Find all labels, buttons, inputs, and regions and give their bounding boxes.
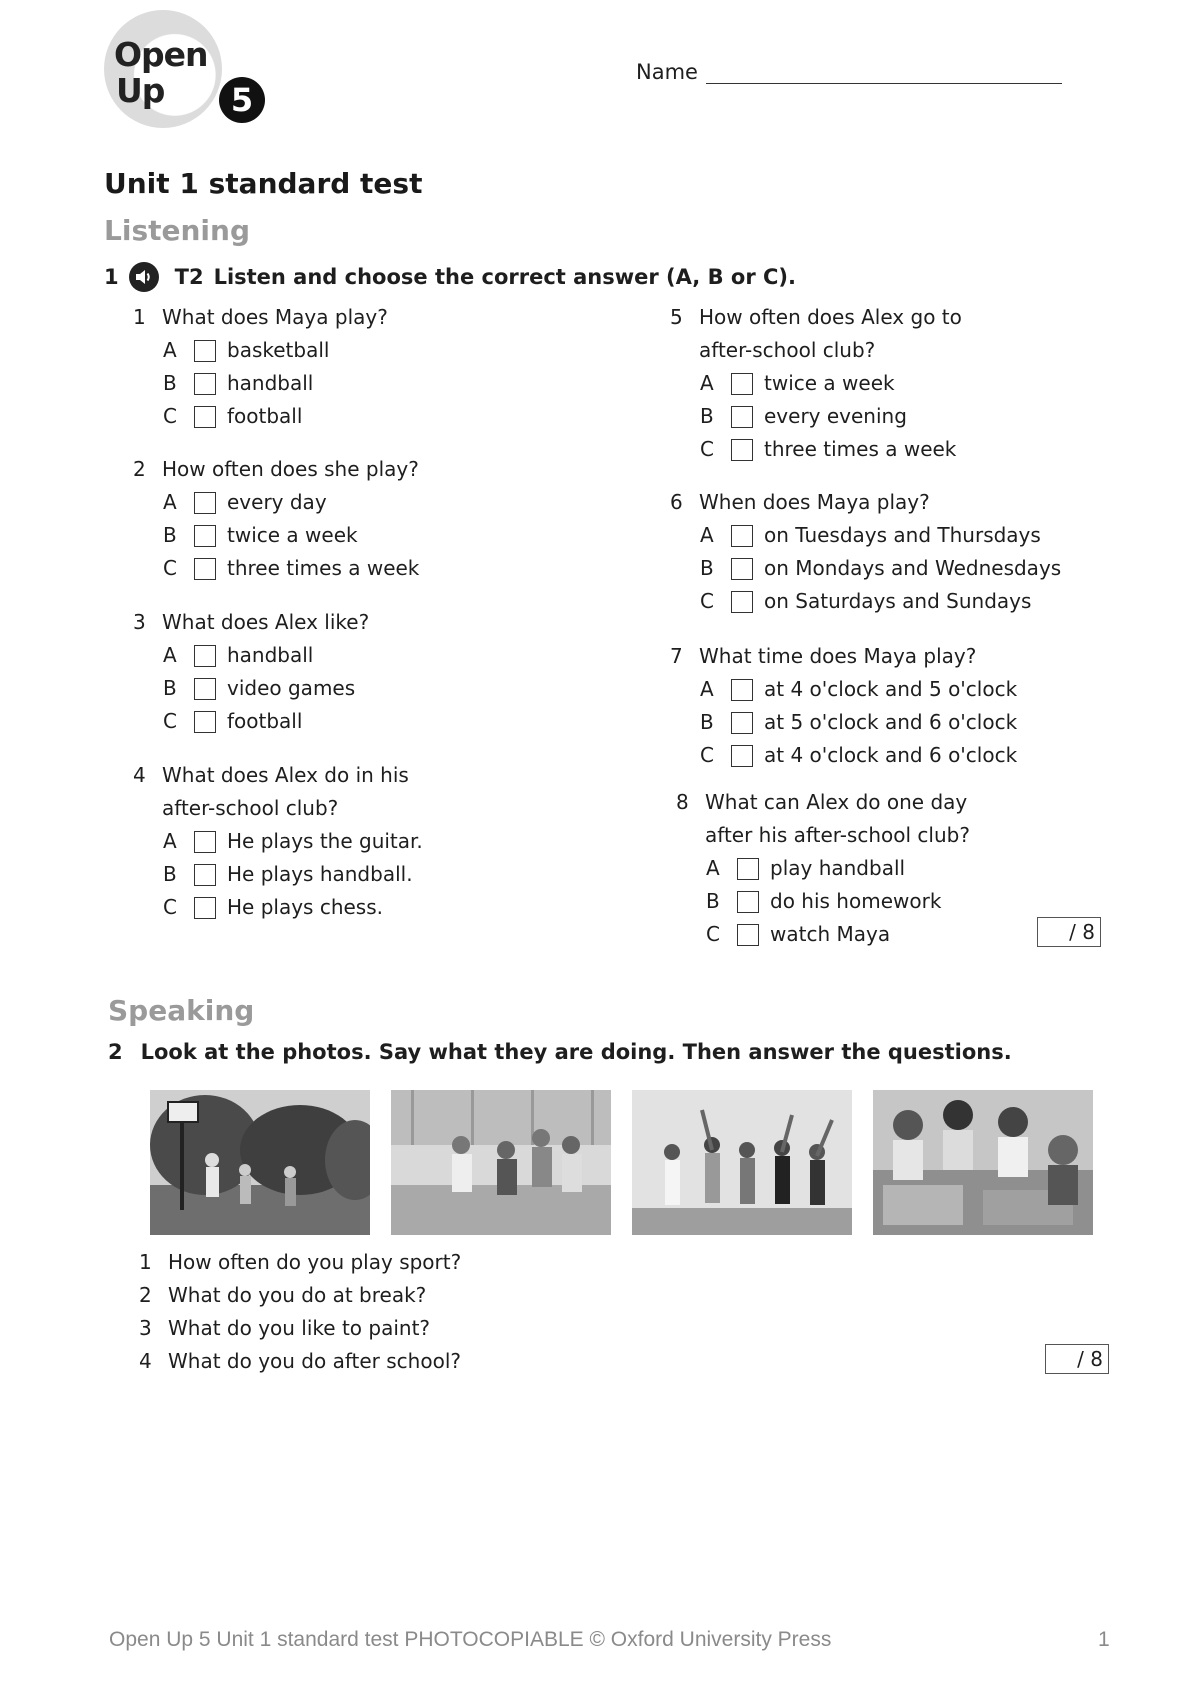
option-text: football — [227, 404, 303, 428]
photo-basketball — [150, 1090, 370, 1235]
speaking-heading: Speaking — [108, 994, 255, 1027]
answer-checkbox[interactable] — [731, 373, 753, 395]
answer-option-b[interactable] — [700, 403, 907, 430]
option-text: three times a week — [227, 556, 420, 580]
answer-checkbox[interactable] — [737, 891, 759, 913]
logo-line-2: Up — [116, 71, 165, 110]
answer-checkbox[interactable] — [731, 525, 753, 547]
question-text: What does Alex like? — [162, 610, 370, 634]
option-text: He plays handball. — [227, 862, 413, 886]
speaking-score-box[interactable]: / 8 — [1045, 1344, 1109, 1374]
answer-checkbox[interactable] — [731, 712, 753, 734]
logo-level-badge: 5 — [219, 77, 265, 123]
speaking-question-2: 2 What do you do at break? — [139, 1283, 427, 1307]
answer-option-b[interactable] — [163, 675, 355, 702]
option-text: watch Maya — [770, 922, 891, 946]
answer-checkbox[interactable] — [194, 897, 216, 919]
answer-checkbox[interactable] — [194, 558, 216, 580]
answer-checkbox[interactable] — [731, 745, 753, 767]
question-number: 3 — [133, 610, 146, 634]
answer-option-a[interactable] — [163, 828, 423, 855]
answer-option-c[interactable] — [163, 708, 302, 735]
question-text: What can Alex do one day — [705, 790, 968, 814]
option-letter: A — [706, 856, 720, 880]
answer-checkbox[interactable] — [194, 711, 216, 733]
answer-option-b[interactable] — [700, 709, 1017, 736]
track-label: T2 — [174, 265, 204, 289]
option-letter: C — [163, 404, 177, 428]
option-letter: B — [163, 676, 177, 700]
option-text: on Tuesdays and Thursdays — [764, 523, 1041, 547]
answer-checkbox[interactable] — [737, 924, 759, 946]
name-field[interactable] — [636, 60, 1062, 84]
answer-checkbox[interactable] — [194, 864, 216, 886]
option-letter: B — [163, 862, 177, 886]
option-letter: A — [163, 829, 177, 853]
option-letter: C — [700, 589, 714, 613]
option-letter: A — [700, 371, 714, 395]
answer-checkbox[interactable] — [194, 340, 216, 362]
option-text: every evening — [764, 404, 907, 428]
option-text: play handball — [770, 856, 906, 880]
photo-dancing — [632, 1090, 852, 1235]
answer-option-a[interactable] — [700, 676, 1017, 703]
page-title: Unit 1 standard test — [104, 167, 423, 200]
question-text: What time does Maya play? — [699, 644, 977, 668]
option-text: video games — [227, 676, 356, 700]
option-letter: B — [706, 889, 720, 913]
answer-option-b[interactable] — [706, 888, 941, 915]
answer-checkbox[interactable] — [194, 831, 216, 853]
answer-option-c[interactable] — [163, 555, 419, 582]
question-number: 4 — [133, 763, 146, 787]
answer-option-b[interactable] — [163, 861, 413, 888]
option-text: at 4 o'clock and 6 o'clock — [764, 743, 1018, 767]
option-text: on Saturdays and Sundays — [764, 589, 1032, 613]
option-letter: C — [163, 709, 177, 733]
answer-checkbox[interactable] — [194, 645, 216, 667]
answer-checkbox[interactable] — [731, 439, 753, 461]
answer-checkbox[interactable] — [731, 406, 753, 428]
option-text: twice a week — [764, 371, 895, 395]
logo-line-1: Open — [114, 35, 208, 74]
option-letter: A — [163, 643, 177, 667]
answer-option-a[interactable] — [163, 489, 327, 516]
option-letter: B — [700, 710, 714, 734]
listening-heading: Listening — [104, 214, 250, 247]
answer-option-c[interactable] — [163, 403, 302, 430]
exercise-1-text: Listen and choose the correct answer (A, B or C). — [213, 265, 796, 289]
question-text: When does Maya play? — [699, 490, 930, 514]
option-letter: C — [163, 556, 177, 580]
answer-checkbox[interactable] — [194, 525, 216, 547]
question-number: 1 — [133, 305, 146, 329]
answer-option-a[interactable] — [706, 855, 905, 882]
exercise-2-number: 2 — [108, 1040, 123, 1064]
answer-option-c[interactable] — [706, 921, 890, 948]
option-text: He plays chess. — [227, 895, 383, 919]
option-text: He plays the guitar. — [227, 829, 423, 853]
answer-option-c[interactable] — [700, 742, 1017, 769]
name-label: Name — [636, 60, 698, 84]
option-text: basketball — [227, 338, 330, 362]
option-text: three times a week — [764, 437, 957, 461]
option-text: handball — [227, 371, 314, 395]
option-text: at 5 o'clock and 6 o'clock — [764, 710, 1018, 734]
answer-option-b[interactable] — [700, 555, 1061, 582]
question-text-line-2: after-school club? — [699, 338, 876, 362]
name-line[interactable] — [706, 61, 1062, 84]
exercise-2-instruction — [108, 1040, 1012, 1064]
open-up-logo — [100, 10, 280, 130]
answer-checkbox[interactable] — [731, 591, 753, 613]
question-text: What does Maya play? — [162, 305, 388, 329]
question-text-line-2: after-school club? — [162, 796, 339, 820]
answer-checkbox[interactable] — [194, 492, 216, 514]
option-letter: C — [700, 743, 714, 767]
speaking-question-1: 1 How often do you play sport? — [139, 1250, 462, 1274]
option-letter: C — [163, 895, 177, 919]
answer-option-c[interactable] — [163, 894, 383, 921]
option-text: twice a week — [227, 523, 358, 547]
answer-option-b[interactable] — [163, 522, 358, 549]
speaking-question-4: 4 What do you do after school? — [139, 1349, 461, 1373]
photo-children-running — [391, 1090, 611, 1235]
option-letter: B — [163, 523, 177, 547]
exercise-1-number: 1 — [104, 265, 119, 289]
question-number: 6 — [670, 490, 683, 514]
answer-option-a[interactable] — [163, 642, 313, 669]
question-number: 7 — [670, 644, 683, 668]
answer-checkbox[interactable] — [737, 858, 759, 880]
answer-option-c[interactable] — [700, 436, 956, 463]
speaking-question-3: 3 What do you like to paint? — [139, 1316, 431, 1340]
answer-option-a[interactable] — [700, 370, 895, 397]
listening-score-box[interactable]: / 8 — [1037, 917, 1101, 947]
option-text: do his homework — [770, 889, 942, 913]
option-letter: A — [163, 338, 177, 362]
option-text: on Mondays and Wednesdays — [764, 556, 1062, 580]
question-number: 5 — [670, 305, 683, 329]
question-text: How often does Alex go to — [699, 305, 962, 329]
option-letter: B — [700, 556, 714, 580]
option-letter: B — [700, 404, 714, 428]
photo-painting — [873, 1090, 1093, 1235]
option-letter: A — [700, 523, 714, 547]
option-text: every day — [227, 490, 327, 514]
question-text-line-2: after his after-school club? — [705, 823, 970, 847]
option-letter: A — [700, 677, 714, 701]
question-number: 2 — [133, 457, 146, 481]
answer-checkbox[interactable] — [194, 373, 216, 395]
page-number: 1 — [1098, 1628, 1110, 1651]
question-text: How often does she play? — [162, 457, 419, 481]
option-text: handball — [227, 643, 314, 667]
exercise-1-instruction — [104, 262, 796, 292]
answer-checkbox[interactable] — [731, 679, 753, 701]
answer-checkbox[interactable] — [194, 678, 216, 700]
footer-copyright: Open Up 5 Unit 1 standard test PHOTOCOPIABLE © Oxford University Press — [109, 1628, 832, 1651]
answer-option-b[interactable] — [163, 370, 313, 397]
answer-option-a[interactable] — [700, 522, 1041, 549]
audio-speaker-icon[interactable] — [129, 262, 159, 292]
option-letter: A — [163, 490, 177, 514]
option-text: football — [227, 709, 303, 733]
answer-checkbox[interactable] — [194, 406, 216, 428]
answer-checkbox[interactable] — [731, 558, 753, 580]
question-number: 8 — [676, 790, 689, 814]
question-text: What does Alex do in his — [162, 763, 409, 787]
option-letter: C — [700, 437, 714, 461]
option-letter: C — [706, 922, 720, 946]
answer-option-c[interactable] — [700, 588, 1031, 615]
option-text: at 4 o'clock and 5 o'clock — [764, 677, 1018, 701]
option-letter: B — [163, 371, 177, 395]
answer-option-a[interactable] — [163, 337, 329, 364]
exercise-2-text: Look at the photos. Say what they are doing. Then answer the questions. — [140, 1040, 1012, 1064]
